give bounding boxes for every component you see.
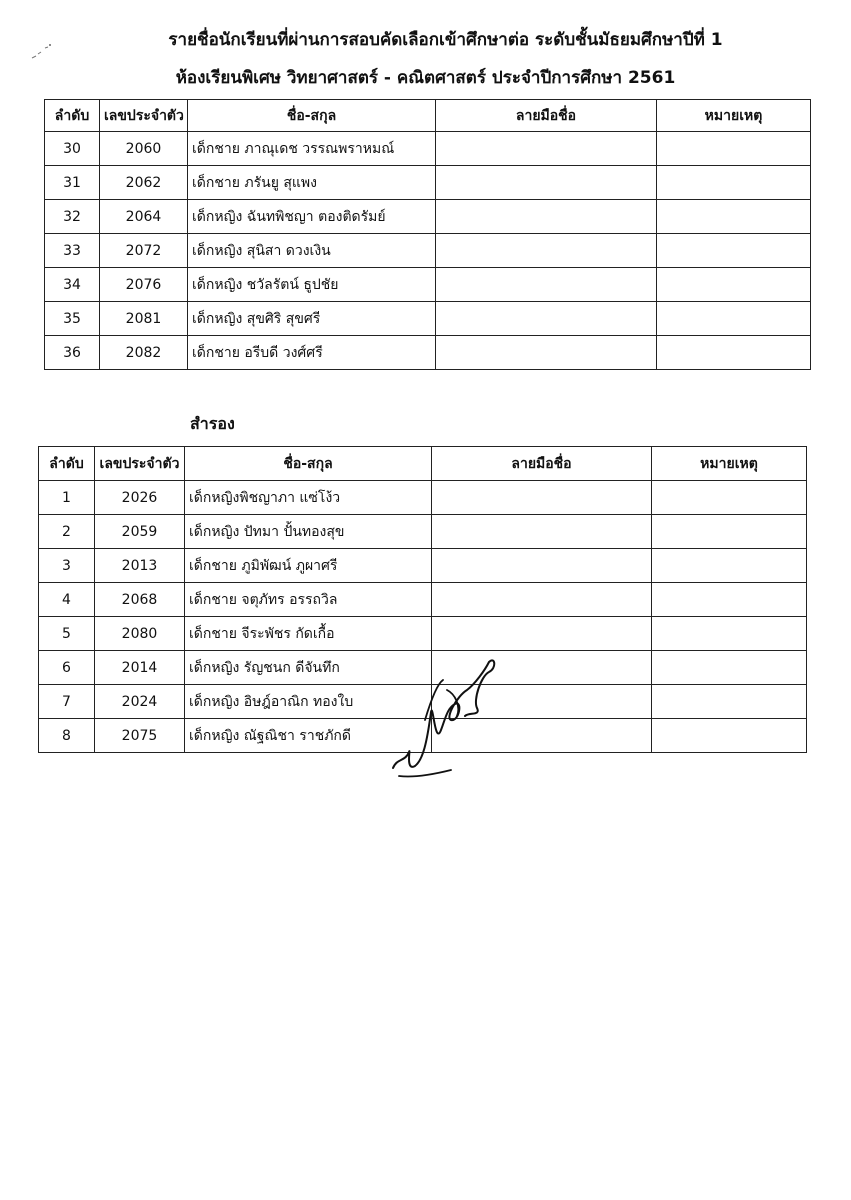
table-row [45,268,811,302]
remark-cell [657,166,811,200]
student-id: 2024 [95,685,185,719]
student-name: เด็กหญิง ปัทมา ปั้นทองสุข [185,515,432,549]
student-id: 2080 [95,617,185,651]
row-number: 4 [39,583,95,617]
signature-cell [436,336,657,370]
student-name: เด็กหญิง อิษฎ์อาณิก ทองใบ [185,685,432,719]
row-number: 5 [39,617,95,651]
table-row [45,200,811,234]
row-number: 1 [39,481,95,515]
column-header-signature: ลายมือชื่อ [436,100,657,132]
reserve-heading: สำรอง [190,414,235,433]
remark-cell [652,685,807,719]
student-id: 2062 [100,166,188,200]
student-name: เด็กหญิง รัญชนก ดีจันทึก [185,651,432,685]
row-number: 3 [39,549,95,583]
row-number: 7 [39,685,95,719]
student-name: เด็กหญิง ฉันทพิชญา ตองติดรัมย์ [188,200,436,234]
table-row [45,234,811,268]
signature-cell [436,166,657,200]
remark-cell [657,268,811,302]
student-id: 2068 [95,583,185,617]
table-row [45,336,811,370]
student-name: เด็กชาย ภรันยู สุแพง [188,166,436,200]
signature-cell [432,549,652,583]
signature-cell [436,132,657,166]
scan-speck-mark [28,36,58,66]
row-number: 2 [39,515,95,549]
student-id: 2026 [95,481,185,515]
column-header-student-id: เลขประจำตัว [100,100,188,132]
student-name: เด็กชาย ภาณุเดช วรรณพราหมณ์ [188,132,436,166]
signature-cell [432,515,652,549]
document-title-line-1: รายชื่อนักเรียนที่ผ่านการสอบคัดเลือกเข้าศึกษาต่อ ระดับชั้นมัธยมศึกษาปีที่ 1 [168,30,723,50]
student-id: 2060 [100,132,188,166]
signature-cell [436,268,657,302]
student-id: 2082 [100,336,188,370]
handwritten-signature [385,650,500,785]
signature-cell [432,583,652,617]
column-header-student-id: เลขประจำตัว [95,447,185,481]
row-number: 31 [45,166,100,200]
remark-cell [652,583,807,617]
column-header-name: ชื่อ-สกุล [185,447,432,481]
student-id: 2064 [100,200,188,234]
student-id: 2013 [95,549,185,583]
remark-cell [652,617,807,651]
remark-cell [652,651,807,685]
table-row [39,515,807,549]
student-id: 2059 [95,515,185,549]
row-number: 33 [45,234,100,268]
column-header-no: ลำดับ [45,100,100,132]
student-id: 2072 [100,234,188,268]
table-row [39,617,807,651]
row-number: 32 [45,200,100,234]
student-id: 2076 [100,268,188,302]
student-name: เด็กหญิง สุขศิริ สุขศรี [188,302,436,336]
column-header-name: ชื่อ-สกุล [188,100,436,132]
table-header-row [39,447,807,481]
signature-cell [436,302,657,336]
table-row [39,481,807,515]
remark-cell [657,234,811,268]
student-name: เด็กหญิงพิชญาภา แซ่โง้ว [185,481,432,515]
column-header-signature: ลายมือชื่อ [432,447,652,481]
signature-cell [432,617,652,651]
row-number: 6 [39,651,95,685]
column-header-remark: หมายเหตุ [652,447,807,481]
column-header-no: ลำดับ [39,447,95,481]
table-row [39,583,807,617]
remark-cell [657,302,811,336]
column-header-remark: หมายเหตุ [657,100,811,132]
remark-cell [652,549,807,583]
row-number: 36 [45,336,100,370]
student-id: 2081 [100,302,188,336]
student-name: เด็กหญิง ณัฐณิชา ราชภักดี [185,719,432,753]
remark-cell [657,200,811,234]
signature-cell [436,234,657,268]
student-name: เด็กหญิง ชวัลรัตน์ ธูปชัย [188,268,436,302]
remark-cell [652,515,807,549]
table-header-row [45,100,811,132]
row-number: 8 [39,719,95,753]
main-list-table [44,99,811,370]
student-name: เด็กชาย อรีบดี วงศ์ศรี [188,336,436,370]
remark-cell [657,336,811,370]
student-id: 2075 [95,719,185,753]
table-row [45,302,811,336]
row-number: 34 [45,268,100,302]
document-title-line-2: ห้องเรียนพิเศษ วิทยาศาสตร์ - คณิตศาสตร์ ประจำปีการศึกษา 2561 [175,68,676,88]
student-id: 2014 [95,651,185,685]
remark-cell [652,481,807,515]
student-name: เด็กชาย ภูมิพัฒน์ ภูผาศรี [185,549,432,583]
student-name: เด็กหญิง สุนิสา ดวงเงิน [188,234,436,268]
remark-cell [652,719,807,753]
row-number: 35 [45,302,100,336]
table-row [45,166,811,200]
student-name: เด็กชาย จตุภัทร อรรถวิล [185,583,432,617]
remark-cell [657,132,811,166]
row-number: 30 [45,132,100,166]
table-row [45,132,811,166]
signature-cell [432,481,652,515]
signature-cell [436,200,657,234]
student-name: เด็กชาย จีระพัชร กัดเกื้อ [185,617,432,651]
table-row [39,549,807,583]
